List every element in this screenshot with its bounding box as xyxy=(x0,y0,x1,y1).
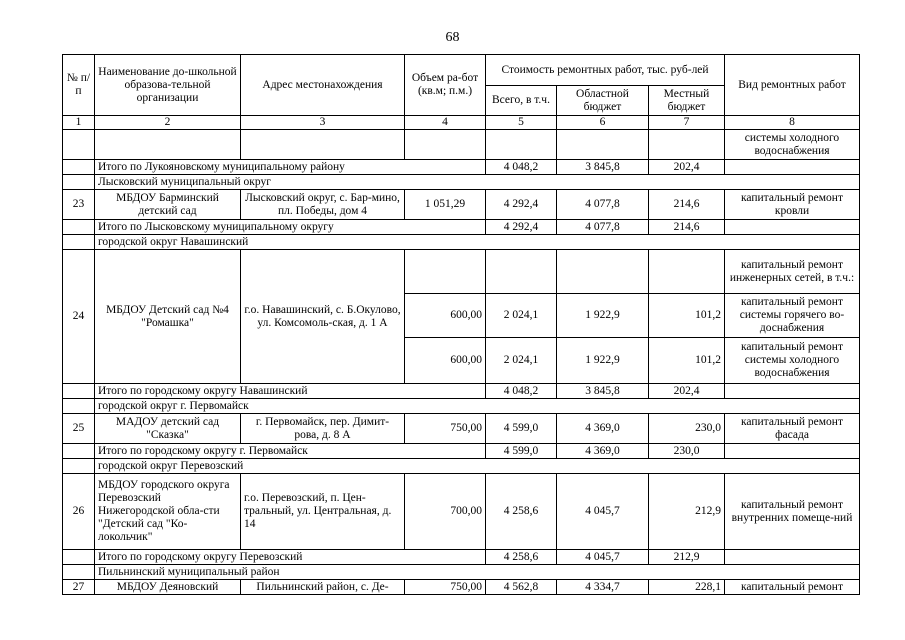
org-address: Пильнинский район, с. Де- xyxy=(241,580,405,595)
regional-cell: 4 369,0 xyxy=(557,414,649,444)
header-row-1 xyxy=(63,55,860,86)
work-type-cell: капитальный ремонт внутренних помеще-ний xyxy=(725,474,860,550)
org-address: г. Первомайск, пер. Димит-рова, д. 8 А xyxy=(241,414,405,444)
regional-cell: 3 845,8 xyxy=(557,384,649,399)
local-cell: 212,9 xyxy=(649,550,725,565)
local-cell: 101,2 xyxy=(649,338,725,384)
header-total: Всего, в т.ч. xyxy=(486,86,557,116)
subtotal-label: Итого по Лукояновскому муниципальному району xyxy=(95,160,486,175)
work-type-cell: капитальный ремонт системы холодного водоснабжения xyxy=(725,338,860,384)
column-number: 4 xyxy=(405,116,486,130)
work-type-cell: капитальный ремонт кровли xyxy=(725,190,860,220)
local-cell: 228,1 xyxy=(649,580,725,595)
local-cell: 202,4 xyxy=(649,160,725,175)
section-row xyxy=(63,459,860,474)
subtotal-row xyxy=(63,444,860,459)
local-cell: 214,6 xyxy=(649,220,725,235)
total-cell: 4 258,6 xyxy=(486,474,557,550)
local-cell: 230,0 xyxy=(649,444,725,459)
header-num: № п/п xyxy=(63,55,95,116)
subtotal-row xyxy=(63,220,860,235)
regional-cell: 3 845,8 xyxy=(557,160,649,175)
section-row xyxy=(63,235,860,250)
column-number: 5 xyxy=(486,116,557,130)
org-address: г.о. Навашинский, с. Б.Окулово, ул. Комсомоль-ская, д. 1 А xyxy=(241,250,405,384)
header-address: Адрес местонахождения xyxy=(241,55,405,116)
section-label: городской округ Навашинский xyxy=(95,235,860,250)
subtotal-label: Итого по городскому округу г. Первомайск xyxy=(95,444,486,459)
header-local: Местный бюджет xyxy=(649,86,725,116)
regional-cell: 1 922,9 xyxy=(557,294,649,338)
row-number: 24 xyxy=(63,250,95,384)
section-row xyxy=(63,565,860,580)
column-number: 8 xyxy=(725,116,860,130)
subtotal-row xyxy=(63,550,860,565)
org-name: МБДОУ Барминский детский сад xyxy=(95,190,241,220)
total-cell: 4 292,4 xyxy=(486,190,557,220)
total-cell: 2 024,1 xyxy=(486,338,557,384)
section-label: Лысковский муниципальный округ xyxy=(95,175,860,190)
work-type-cell: капитальный ремонт инженерных сетей, в т.ч.: xyxy=(725,250,860,294)
subtotal-label: Итого по Лысковскому муниципальному округу xyxy=(95,220,486,235)
column-number: 3 xyxy=(241,116,405,130)
header-volume: Объем ра-бот (кв.м; п.м.) xyxy=(405,55,486,116)
table-row xyxy=(63,190,860,220)
total-cell: 4 599,0 xyxy=(486,414,557,444)
table-row xyxy=(63,130,860,160)
org-name: МБДОУ Деяновский xyxy=(95,580,241,595)
work-type-cell: капитальный ремонт системы горячего во-доснабжения xyxy=(725,294,860,338)
table-row xyxy=(63,250,860,294)
row-number: 26 xyxy=(63,474,95,550)
regional-cell: 4 369,0 xyxy=(557,444,649,459)
subtotal-label: Итого по городскому округу Навашинский xyxy=(95,384,486,399)
repair-works-table xyxy=(62,54,860,595)
page-number: 68 xyxy=(445,30,460,45)
work-type-cell: системы холодного водоснабжения xyxy=(725,130,860,160)
local-cell: 230,0 xyxy=(649,414,725,444)
org-address: г.о. Перевозский, п. Цен-тральный, ул. Центральная, д. 14 xyxy=(241,474,405,550)
header-cost: Стоимость ремонтных работ, тыс. руб-лей xyxy=(486,55,725,86)
column-number: 1 xyxy=(63,116,95,130)
total-cell: 2 024,1 xyxy=(486,294,557,338)
volume-cell: 600,00 xyxy=(405,294,486,338)
org-name: МАДОУ детский сад "Сказка" xyxy=(95,414,241,444)
section-label: городской округ г. Первомайск xyxy=(95,399,860,414)
column-number: 7 xyxy=(649,116,725,130)
regional-cell: 4 045,7 xyxy=(557,474,649,550)
volume-cell: 700,00 xyxy=(405,474,486,550)
work-type-cell: капитальный ремонт фасада xyxy=(725,414,860,444)
total-cell: 4 048,2 xyxy=(486,160,557,175)
header-work-type: Вид ремонтных работ xyxy=(725,55,860,116)
total-cell: 4 048,2 xyxy=(486,384,557,399)
org-address: Лысковский округ, с. Бар-мино, пл. Победы, дом 4 xyxy=(241,190,405,220)
regional-cell: 4 045,7 xyxy=(557,550,649,565)
org-name: МБДОУ городского округа Перевозский Нижегородской обла-сти "Детский сад "Ко-локольчик" xyxy=(95,474,241,550)
volume-cell: 600,00 xyxy=(405,338,486,384)
regional-cell: 4 077,8 xyxy=(557,190,649,220)
regional-cell: 4 334,7 xyxy=(557,580,649,595)
section-label: Пильнинский муниципальный район xyxy=(95,565,860,580)
section-label: городской округ Перевозский xyxy=(95,459,860,474)
total-cell: 4 258,6 xyxy=(486,550,557,565)
row-number: 27 xyxy=(63,580,95,595)
table-row xyxy=(63,414,860,444)
table-row xyxy=(63,580,860,595)
regional-cell: 4 077,8 xyxy=(557,220,649,235)
volume-cell: 750,00 xyxy=(405,580,486,595)
header-name: Наименование до-школьной образова-тельной организации xyxy=(95,55,241,116)
local-cell: 202,4 xyxy=(649,384,725,399)
column-number: 6 xyxy=(557,116,649,130)
subtotal-row xyxy=(63,384,860,399)
column-number-row xyxy=(63,116,860,130)
org-name: МБДОУ Детский сад №4 "Ромашка" xyxy=(95,250,241,384)
total-cell: 4 292,4 xyxy=(486,220,557,235)
subtotal-label: Итого по городскому округу Перевозский xyxy=(95,550,486,565)
row-number: 23 xyxy=(63,190,95,220)
section-row xyxy=(63,175,860,190)
local-cell: 212,9 xyxy=(649,474,725,550)
volume-cell: 750,00 xyxy=(405,414,486,444)
total-cell: 4 599,0 xyxy=(486,444,557,459)
regional-cell: 1 922,9 xyxy=(557,338,649,384)
table-row xyxy=(63,474,860,550)
volume-cell: 1 051,29 xyxy=(405,190,486,220)
header-regional: Областной бюджет xyxy=(557,86,649,116)
work-type-cell: капитальный ремонт xyxy=(725,580,860,595)
row-number: 25 xyxy=(63,414,95,444)
column-number: 2 xyxy=(95,116,241,130)
section-row xyxy=(63,399,860,414)
local-cell: 214,6 xyxy=(649,190,725,220)
local-cell: 101,2 xyxy=(649,294,725,338)
subtotal-row xyxy=(63,160,860,175)
total-cell: 4 562,8 xyxy=(486,580,557,595)
